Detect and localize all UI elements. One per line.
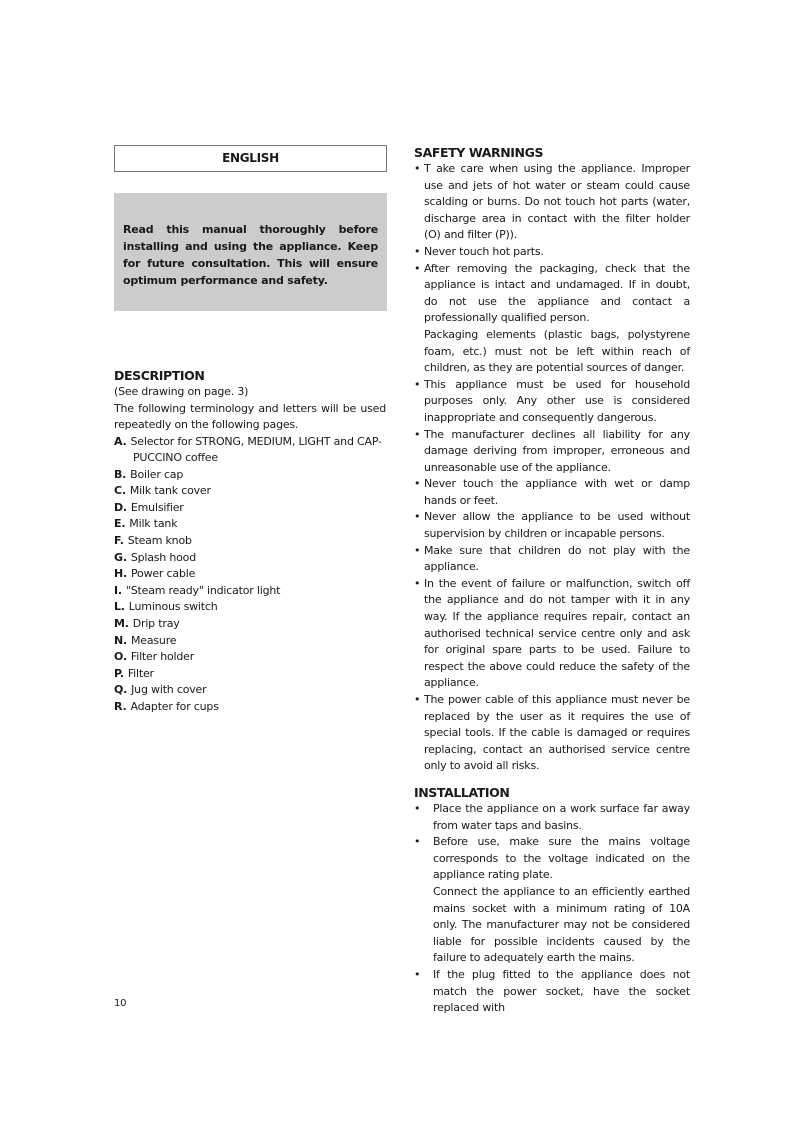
legend-text: Power cable [131, 567, 196, 581]
legend-text: Measure [131, 633, 177, 647]
bullet-icon: • [414, 477, 421, 491]
warning-extra-text: Packaging elements (plastic bags, polystyrene foam, etc.) must not be left within reach of children, as they are potential sources of danger. [424, 327, 690, 375]
safety-warning-item [414, 576, 690, 692]
legend-item [114, 467, 386, 484]
installation-text: If the plug fitted to the appliance does not match the power socket, have the socket replaced with [433, 967, 690, 1015]
safety-warning-item [414, 377, 690, 427]
legend-letter: G. [114, 550, 127, 564]
legend-item [114, 516, 386, 533]
legend-item [114, 583, 386, 600]
bullet-icon: • [414, 427, 421, 441]
legend-item [114, 666, 386, 683]
safety-warning-item [414, 509, 690, 542]
safety-warning-item [414, 161, 690, 244]
bullet-icon: • [414, 510, 421, 524]
legend-letter: N. [114, 633, 127, 647]
warning-text: The manufacturer declines all liability for any damage deriving from improper, erroneous and unreasonable use of the appliance. [424, 427, 690, 474]
legend-letter: O. [114, 650, 127, 664]
installation-item [414, 801, 690, 834]
legend-letter: R. [114, 700, 127, 713]
legend-text: Milk tank [129, 517, 178, 531]
bullet-icon: • [414, 261, 421, 275]
bullet-icon: • [414, 967, 421, 981]
legend-text: Adapter for cups [130, 700, 219, 713]
legend-letter: L. [114, 600, 125, 614]
installation-item [414, 967, 690, 1017]
safety-warning-item [414, 244, 690, 261]
right-column [414, 145, 690, 1017]
legend-item [114, 616, 386, 633]
safety-warning-item [414, 427, 690, 477]
legend-text: Drip tray [132, 617, 180, 631]
installation-extra-text: Connect the appliance to an efficiently earthed mains socket with a minimum rating of 10A only. The manufacturer may not be considered liable for possible incidents caused by the failure to adequately earth the mains. [433, 884, 690, 965]
legend-letter: M. [114, 617, 129, 631]
see-drawing-note: (See drawing on page. 3) [114, 385, 249, 398]
safety-warning-item [414, 692, 690, 775]
installation-title: INSTALLATION [414, 784, 510, 800]
legend-item [114, 550, 386, 567]
legend-text: "Steam ready" indicator light [125, 583, 281, 597]
legend-text: Boiler cap [130, 467, 184, 481]
installation-list [414, 801, 690, 1017]
legend-letter: H. [114, 567, 127, 581]
legend-item [114, 649, 386, 666]
bullet-icon: • [414, 162, 421, 175]
warning-text: In the event of failure or malfunction, switch off the appliance and do not tamper with it in any way. If the appliance requires repair, contact an authorised technical service centre only and ask for original spare parts to be used. Failure to respect the above could reduce the safety of the appliance. [424, 576, 690, 690]
installation-text: Place the appliance on a work surface far away from water taps and basins. [433, 801, 690, 832]
language-label-box [114, 145, 387, 172]
legend-text: Milk tank cover [129, 484, 211, 498]
legend-letter: Q. [114, 683, 128, 697]
legend-text: Luminous switch [128, 600, 218, 614]
legend-item [114, 566, 386, 583]
legend-item [114, 483, 386, 500]
legend-letter: I. [114, 583, 122, 597]
safety-warnings-list [414, 161, 690, 775]
legend-letter: D. [114, 500, 127, 514]
legend-text: Jug with cover [131, 683, 207, 697]
bullet-icon: • [414, 693, 421, 706]
description-section [114, 368, 386, 716]
legend-item [114, 500, 386, 517]
legend-item [114, 699, 386, 716]
legend-item [114, 434, 386, 467]
safety-warning-item [414, 543, 690, 576]
legend-letter: B. [114, 467, 127, 481]
safety-warning-item [414, 476, 690, 509]
warning-text: Never touch hot parts. [424, 244, 544, 258]
safety-warnings-title: SAFETY WARNINGS [414, 145, 544, 160]
read-manual-notice: Read this manual thoroughly before installing and using the appliance. Keep for future consultation. This will ensure optimum performance and safety. [114, 193, 387, 311]
language-label: ENGLISH [222, 151, 279, 165]
bullet-icon: • [414, 801, 421, 815]
bullet-icon: • [414, 835, 421, 849]
parts-legend [114, 434, 386, 716]
bullet-icon: • [414, 543, 421, 557]
legend-item [114, 682, 386, 699]
legend-text: Emulsifier [130, 500, 184, 514]
legend-letter: E. [114, 517, 126, 531]
legend-text: Filter [127, 666, 154, 680]
bullet-icon: • [414, 576, 421, 590]
legend-letter: P. [114, 666, 124, 680]
legend-text: Steam knob [127, 534, 192, 548]
legend-text: Filter holder [130, 650, 195, 664]
safety-warning-item [414, 261, 690, 377]
legend-letter: A. [114, 434, 127, 448]
description-intro: The following terminology and letters will be used repeatedly on the following pages. [114, 401, 386, 431]
installation-text: Before use, make sure the mains voltage corresponds to the voltage indicated on the appliance rating plate. [433, 835, 690, 882]
page-number: 10 [114, 998, 127, 1009]
left-column [114, 145, 386, 713]
legend-text: Selector for STRONG, MEDIUM, LIGHT and CAP-PUCCINO coffee [130, 434, 382, 465]
installation-item [414, 834, 690, 967]
warning-text: Make sure that children do not play with the appliance. [424, 543, 690, 574]
warning-text: Never touch the appliance with wet or damp hands or feet. [424, 477, 690, 507]
bullet-icon: • [414, 377, 421, 391]
description-title: DESCRIPTION [114, 368, 205, 383]
warning-text: Never allow the appliance to be used without supervision by children or incapable persons. [424, 510, 690, 541]
warning-text: The power cable of this appliance must never be replaced by the user as it requires the use of special tools. If the cable is damaged or requires replacing, contact an authorised service centre only to avoid all risks. [424, 693, 690, 773]
bullet-icon: • [414, 244, 421, 258]
warning-text: After removing the packaging, check that the appliance is intact and undamaged. If in doubt, do not use the appliance and contact a professionally qualified person. [424, 261, 690, 325]
warning-text: T ake care when using the appliance. Improper use and jets of hot water or steam could cause scalding or burns. Do not touch hot parts (water, discharge area in contact with the filter holder (O) and filter (P)). [424, 162, 690, 242]
legend-letter: C. [114, 484, 126, 498]
legend-item [114, 599, 386, 616]
legend-item [114, 533, 386, 550]
legend-text: Splash hood [130, 550, 196, 564]
legend-item [114, 633, 386, 650]
legend-letter: F. [114, 534, 124, 548]
warning-text: This appliance must be used for household purposes only. Any other use is considered inappropriate and consequently dangerous. [424, 377, 690, 424]
